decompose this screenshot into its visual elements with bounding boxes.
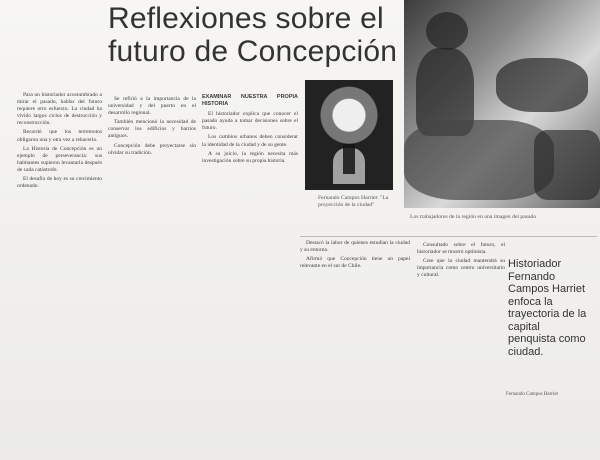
column-subheading: EXAMINAR NUESTRA PROPIA HISTORIA bbox=[202, 94, 298, 108]
article-column-5: Consultado sobre el futuro, el historiador se mostró optimista. Cree que la ciudad mantendrá su importancia como centro universitario y cultural. bbox=[417, 242, 505, 279]
article-column-2: Se refirió a la importancia de la universidad y del puerto en el desarrollo regional. También mencionó la necesidad de conservar los edificios y barrios antiguos. Concepción debe proyectarse sin olvidar su tradición. bbox=[108, 96, 196, 156]
article-column-3: EXAMINAR NUESTRA PROPIA HISTORIA El historiador explica que conocer el pasado ayuda a tomar decisiones sobre el futuro. Los cambios urbanos deben considerar la identidad de la ciudad y de su gente. A su juicio, la región necesita más investigación sobre su propia historia. bbox=[202, 94, 298, 164]
bottom-caption: Fernando Campos Harriet bbox=[506, 392, 558, 397]
article-column-1: Para un historiador acostumbrado a mirar el pasado, hablar del futuro requiere otro esfuerzo. La ciudad ha vivido largos ciclos de destrucción y reconstrucción. Recordó que los terremotos obligaron una y otra vez a rehacerla. La Historia de Concepción es un ejemplo de perseverancia: sus habitantes supieron levantarla después de cada catástrofe. El desafío de hoy es su crecimiento ordenado. bbox=[17, 92, 102, 190]
pull-quote: Historiador Fernando Campos Harriet enfoca la trayectoria de la capital penquista como ciudad. bbox=[508, 258, 587, 358]
section-rule bbox=[300, 236, 597, 237]
headline-line-1: Reflexiones sobre el bbox=[108, 2, 384, 35]
headline-line-2: futuro de Concepción bbox=[108, 35, 398, 68]
article-column-4: Destacó la labor de quienes estudian la ciudad y su entorno. Afirmó que Concepción tiene un papel relevante en el sur de Chile. bbox=[300, 240, 410, 270]
article-headline bbox=[108, 2, 398, 68]
top-photo bbox=[404, 0, 600, 208]
portrait-photo bbox=[305, 80, 393, 190]
top-photo-caption: Los trabajadores de la región en una imagen del pasado bbox=[410, 214, 537, 220]
portrait-caption: Fernando Campos Harriet: "La proyección de la ciudad" bbox=[318, 195, 389, 208]
